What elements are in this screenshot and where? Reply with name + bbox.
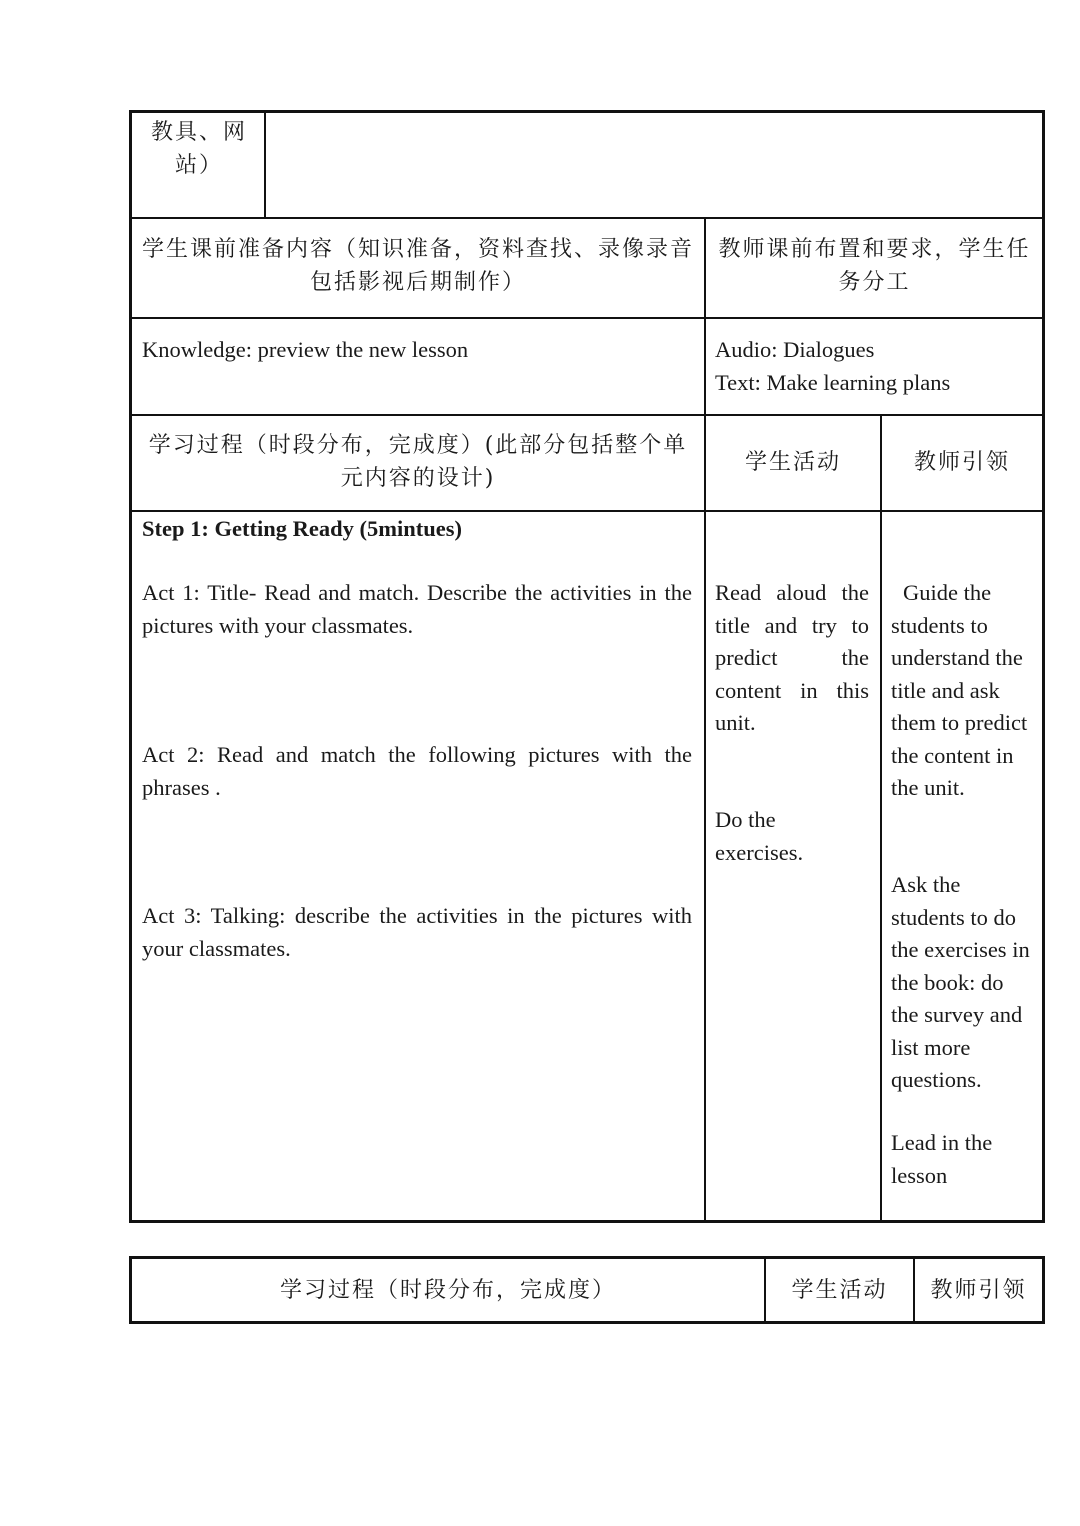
lesson-plan-table [129,110,1045,1223]
act2-text: Act 2: Read and match the following pictures with the phrases . [142,742,692,800]
student-act2-text: Do the exercises. [715,807,804,865]
teacher-guide-header: 教师引领 [913,450,1010,475]
prep-header-left-cell [140,233,696,299]
process-header-cell-2 [132,1274,764,1307]
column-divider [704,218,706,1223]
student-activity-header: 学生活动 [744,450,841,475]
act3-text: Act 3: Talking: describe the activities in the pictures with your classmates. [142,903,692,961]
teacher-guide2-text: Ask the students to do the exercises in the book: do the survey and list more questions. [891,872,1030,1092]
teacher-guide1-text: Guide the students to understand the title and ask them to predict the content in the unit. [891,580,1028,800]
prep-header-right-cell [712,233,1037,299]
materials-cell [715,334,1035,399]
tools-label-cell [140,113,258,182]
tools-content-cell [266,113,1042,217]
row-divider [132,317,1042,319]
process-header: 学习过程（时段分布，完成度）(此部分包括整个单元内容的设计) [148,433,688,491]
row-divider [132,510,1042,512]
row-divider [132,414,1042,416]
process-header-2: 学习过程（时段分布，完成度） [279,1278,616,1303]
teacher-guide-header-2: 教师引领 [930,1278,1027,1303]
teacher-guide3-text: Lead in the lesson [891,1130,993,1188]
student-activity-cell [715,577,869,865]
text-text: Text: Make learning plans [715,369,951,395]
knowledge-cell [142,334,698,367]
audio-text: Audio: Dialogues [715,337,875,362]
row-divider [132,217,1042,219]
student-act1-text: Read aloud the title and try to predict the content in this unit. [715,580,869,735]
knowledge-text: Knowledge: preview the new lesson [142,337,469,362]
teacher-guide-header-cell-2 [915,1274,1042,1307]
teacher-guide-cell [891,577,1036,1188]
student-activity-header-cell-2 [766,1274,913,1307]
column-divider [880,415,882,1223]
student-activity-header-2: 学生活动 [791,1278,888,1303]
step1-title: Step 1: Getting Ready (5mintues) [142,516,462,541]
process-content-cell [142,513,692,961]
prep-header-left: 学生课前准备内容（知识准备，资料查找、录像录音包括影视后期制作） [141,237,694,295]
student-activity-header-cell [706,446,880,479]
tools-label: 教具、网站） [150,120,247,178]
prep-header-right: 教师课前布置和要求，学生任务分工 [718,237,1031,295]
act1-text: Act 1: Title- Read and match. Describe the activities in the pictures with your classmates. [142,580,692,638]
teacher-guide-header-cell [882,446,1042,479]
process-header-cell [140,429,696,495]
process-header-table [129,1256,1045,1324]
